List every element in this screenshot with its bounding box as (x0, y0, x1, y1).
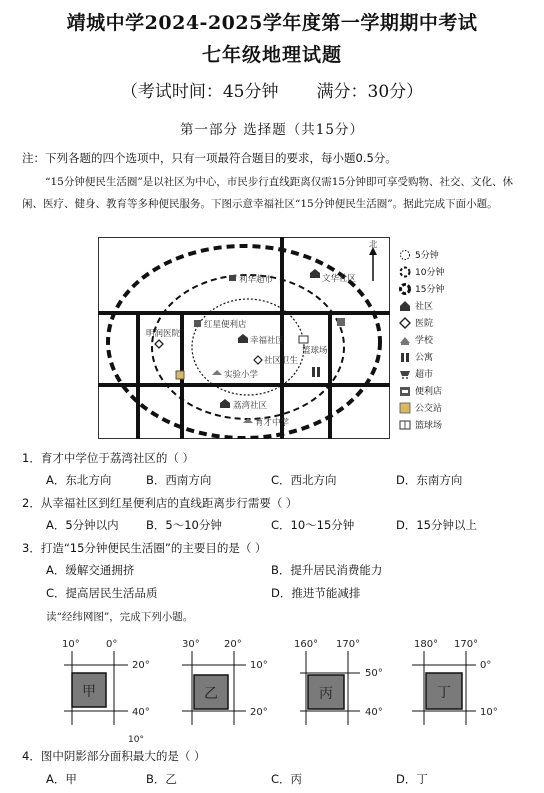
bus-stop-icon (176, 371, 184, 379)
hospital-icon (398, 317, 412, 329)
grid-top-left: 160° (294, 639, 319, 650)
legend-label: 医院 (415, 319, 434, 329)
legend-label: 超市 (415, 370, 434, 380)
q3-option-d[interactable]: D．推进节能减排 (271, 586, 361, 600)
ring-5min-icon (398, 249, 412, 261)
map-legend (398, 246, 444, 433)
grid-yi (182, 639, 268, 725)
supermarket-icon (229, 275, 236, 281)
legend-label: 15分钟 (415, 285, 445, 295)
place-mingrun: 明润医院 (146, 329, 181, 339)
grid-top-left: 180° (414, 639, 439, 650)
legend-item (398, 399, 444, 416)
ring-10min-icon (398, 266, 412, 278)
q3-option-b[interactable]: B．提升居民消费能力 (271, 563, 383, 577)
question-1-stem: 1．育才中学位于荔湾社区的（ ） (22, 451, 194, 465)
grid-right-bottom: 40° (365, 707, 383, 718)
q1-option-a[interactable]: A．东北方向 (46, 473, 112, 487)
store-icon (194, 320, 201, 327)
exam-subject: 七年级地理试题 (201, 44, 342, 66)
grid-top-right: 170° (336, 639, 361, 650)
bus-stop-icon (398, 402, 412, 414)
apartment-icon (398, 351, 412, 363)
apartment-icon (317, 367, 320, 377)
grid-label: 乙 (204, 686, 218, 702)
exam-time: （考试时间：45分钟 (120, 82, 279, 102)
place-yucai: 育才中学 (255, 418, 290, 428)
section-note: 注：下列各题的四个选项中，只有一项最符合题目的要求，每小题0.5分。 (22, 151, 397, 165)
court-icon (299, 336, 308, 343)
legend-item (398, 416, 444, 433)
legend-label: 便利店 (415, 387, 443, 397)
grid-right-top: 0° (480, 660, 492, 671)
q2-option-b[interactable]: B．5～10分钟 (146, 518, 222, 532)
q3-option-a[interactable]: A．缓解交通拥挤 (46, 563, 135, 577)
legend-item (398, 280, 444, 297)
legend-item (398, 246, 444, 263)
community-icon (398, 300, 412, 312)
court-icon (398, 419, 412, 431)
legend-item (398, 365, 444, 382)
school-icon (398, 334, 412, 346)
grid-right-top: 20° (132, 660, 150, 671)
question-3-stem: 3．打造“15分钟便民生活圈”的主要目的是（ ） (22, 541, 267, 555)
store-icon (337, 318, 345, 326)
q1-option-b[interactable]: B．西南方向 (146, 473, 212, 487)
grid-bing (294, 639, 383, 725)
grid-top-right: 20° (224, 639, 242, 650)
q4-option-d[interactable]: D．丁 (396, 772, 428, 786)
apartment-icon (312, 367, 315, 377)
q3-option-c[interactable]: C．提高居民生活品质 (46, 586, 158, 600)
place-shequ: 社区卫生 (264, 356, 299, 366)
legend-item (398, 348, 444, 365)
q2-option-a[interactable]: A．5分钟以内 (46, 518, 119, 532)
legend-label: 公寓 (415, 353, 434, 363)
legend-label: 5分钟 (415, 251, 439, 261)
place-shiyan: 实验小学 (224, 370, 259, 380)
grid-top-right: 170° (454, 639, 479, 650)
grid-top-left: 10° (62, 639, 80, 650)
legend-item (398, 314, 444, 331)
place-lihua: 利华超市 (239, 275, 274, 285)
grid-top-left: 30° (182, 639, 200, 650)
q4-option-c[interactable]: C．丙 (271, 772, 303, 786)
passage: “15分钟便民生活圈”是以社区为中心，市民步行直线距离仅需15分钟即可享受购物、社交、文化、休闲、医疗、健身、教育等多种便民服务。下图示意幸福社区“15分钟便民生活圈”。据此完成下面小题。 (22, 176, 514, 210)
grid-ding (412, 639, 498, 725)
legend-item (398, 297, 444, 314)
q1-option-c[interactable]: C．西北方向 (271, 473, 337, 487)
legend-item (398, 382, 444, 399)
q4-option-b[interactable]: B．乙 (146, 772, 177, 786)
stray-degree-label: 10° (128, 735, 144, 745)
legend-label: 公交站 (415, 404, 443, 414)
q2-option-d[interactable]: D．15分钟以上 (396, 518, 477, 532)
place-xingfu: 幸福社区 (250, 336, 285, 346)
grid-right-top: 10° (250, 660, 268, 671)
place-liwan: 荔湾社区 (233, 401, 268, 411)
ring-15min-icon (398, 283, 412, 295)
supermarket-icon (398, 368, 412, 380)
place-basketball: 篮球场 (302, 346, 328, 356)
grid-right-bottom: 40° (132, 707, 150, 718)
q4-option-a[interactable]: A．甲 (46, 772, 77, 786)
q1-option-d[interactable]: D．东南方向 (396, 473, 463, 487)
read-prompt: 读“经纬网图”，完成下列小题。 (46, 611, 194, 623)
legend-label: 10分钟 (415, 268, 445, 278)
grid-label: 甲 (82, 684, 96, 700)
exam-info (0, 77, 544, 102)
grid-right-top: 50° (365, 668, 383, 679)
store-icon (398, 385, 412, 397)
grid-label: 丁 (437, 685, 451, 701)
q2-option-c[interactable]: C．10～15分钟 (271, 518, 355, 532)
north-label: 北 (369, 240, 378, 250)
legend-label: 学校 (415, 336, 434, 346)
question-4-stem: 4．图中阴影部分面积最大的是（ ） (22, 749, 206, 763)
question-2-stem: 2．从幸福社区到红星便利店的直线距离步行需要（ ） (22, 496, 298, 510)
life-circle-map (98, 237, 390, 439)
grid-right-bottom: 10° (480, 707, 498, 718)
place-hongxing: 红星便利店 (204, 320, 247, 330)
grid-jia (62, 639, 150, 725)
grid-label: 丙 (319, 686, 333, 702)
legend-label: 篮球场 (415, 421, 443, 431)
legend-item (398, 263, 444, 280)
exam-score: 满分：30分） (316, 82, 424, 102)
exam-title: 靖城中学2024-2025学年度第一学期期中考试 (66, 12, 478, 34)
grid-right-bottom: 20° (250, 707, 268, 718)
section-title: 第一部分 选择题（共15分） (180, 122, 364, 138)
place-wenhua: 文华社区 (322, 274, 357, 284)
latlong-grids (0, 635, 544, 745)
legend-item (398, 331, 444, 348)
grid-top-right: 0° (106, 639, 118, 650)
legend-label: 社区 (415, 302, 434, 312)
